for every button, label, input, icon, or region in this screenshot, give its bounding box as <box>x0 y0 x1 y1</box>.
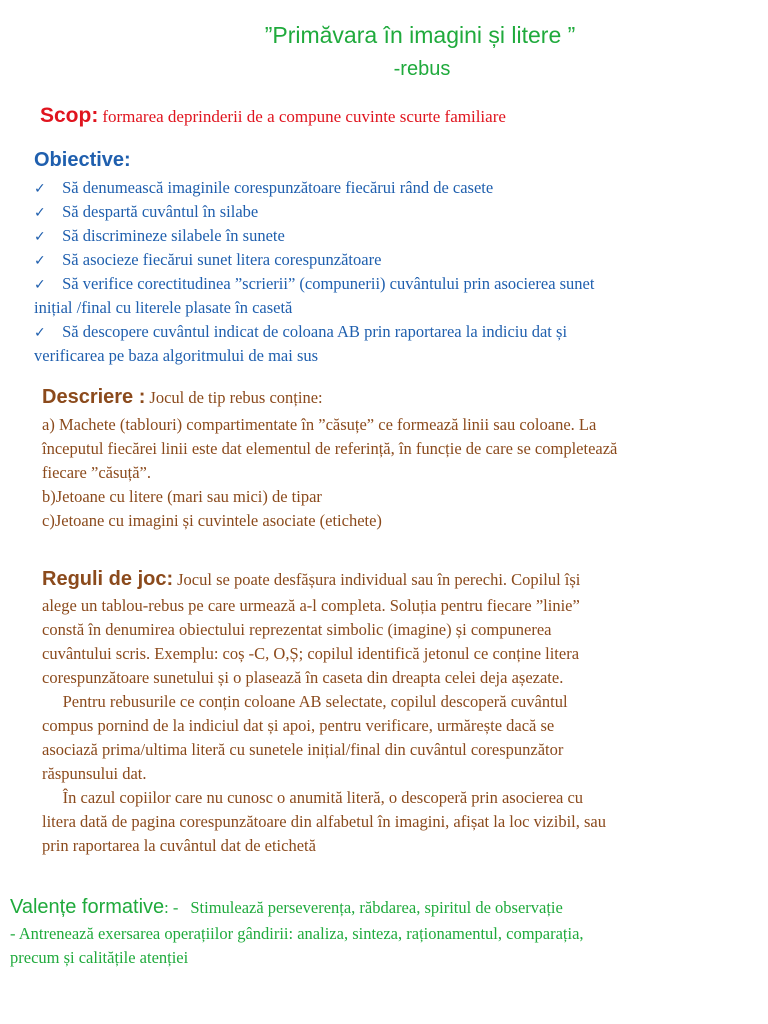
descriere-line: c)Jetoane cu imagini și cuvintele asociate (etichete) <box>42 511 382 530</box>
scop-heading: Scop <box>40 104 92 127</box>
reguli-line: răspunsului dat. <box>42 764 147 783</box>
descriere-line: fiecare ”căsuță”. <box>42 463 151 482</box>
descriere-heading-line <box>42 386 323 409</box>
checkmark-icon: ✓ <box>34 181 46 197</box>
objective-item: ✓ Să verifice corectitudinea ”scrierii” (compunerii) cuvântului prin asocierea sunet <box>34 274 595 293</box>
objective-item: ✓ Să discrimineze silabele în sunete <box>34 226 285 245</box>
scop-text: formarea deprinderii de a compune cuvinte scurte familiare <box>102 107 506 126</box>
reguli-line: Pentru rebusurile ce conțin coloane AB selectate, copilul descoperă cuvântul <box>42 692 568 711</box>
scop-section <box>40 104 506 128</box>
descriere-intro: Jocul de tip rebus conține: <box>149 388 323 407</box>
reguli-heading: Reguli de joc <box>42 568 167 590</box>
checkmark-icon: ✓ <box>34 277 46 293</box>
reguli-line: corespunzătoare sunetului și o plasează în caseta din dreapta celei deja așezate. <box>42 668 564 687</box>
reguli-line: asociază prima/ultima literă cu sunetele inițial/final din cuvântul corespunzător <box>42 740 564 759</box>
checkmark-icon: ✓ <box>34 253 46 269</box>
valente-first-line: Stimulează perseverența, răbdarea, spiritul de observație <box>190 898 563 917</box>
checkmark-icon: ✓ <box>34 229 46 245</box>
objective-item: ✓ Să descopere cuvântul indicat de coloana AB prin raportarea la indiciu dat și <box>34 322 568 341</box>
valente-heading: Valențe formative <box>10 896 165 918</box>
obiective-heading: Obiective: <box>34 149 131 171</box>
reguli-heading-line: Reguli de joc: Jocul se poate desfășura individual sau în perechi. Copilul își <box>42 568 581 590</box>
reguli-line: În cazul copiilor care nu cunosc o anumită literă, o descoperă prin asocierea cu <box>42 788 584 807</box>
reguli-first-line: Jocul se poate desfășura individual sau în perechi. Copilul își <box>177 570 581 589</box>
reguli-line: prin raportarea la cuvântul dat de etichetă <box>42 836 316 855</box>
descriere-line: începutul fiecărei linii este dat elementul de referință, în funcție de care se completează <box>42 439 618 458</box>
reguli-line: constă în denumirea obiectului reprezentat simbolic (imagine) și compunerea <box>42 620 552 639</box>
objective-item: ✓ Să denumească imaginile corespunzătoare fiecărui rând de casete <box>34 178 494 197</box>
descriere-line: a) Machete (tablouri) compartimentate în ”căsuțe” ce formează linii sau coloane. La <box>42 415 597 434</box>
checkmark-icon: ✓ <box>34 325 46 341</box>
objective-item: ✓ Să despartă cuvântul în silabe <box>34 202 259 221</box>
document-title: ”Primăvara în imagini și litere ” <box>264 22 576 48</box>
objective-item-continuation: inițial /final cu literele plasate în casetă <box>34 298 293 317</box>
reguli-line: alege un tablou-rebus pe care urmează a-l completa. Soluția pentru fiecare ”linie” <box>42 596 580 615</box>
descriere-heading: Descriere : <box>42 386 146 408</box>
valente-heading-line: Valențe formative: - Stimulează perseverența, răbdarea, spiritul de observație <box>10 896 563 918</box>
objective-item-continuation: verificarea pe baza algoritmului de mai sus <box>34 346 319 365</box>
valente-line: - Antrenează exersarea operațiilor gândirii: analiza, sinteza, raționamentul, comparația, <box>10 924 584 943</box>
valente-line: precum și calitățile atenției <box>10 948 189 967</box>
reguli-line: litera dată de pagina corespunzătoare din alfabetul în imagini, afișat la loc vizibil, sau <box>42 812 606 831</box>
objective-item: ✓ Să asocieze fiecărui sunet litera corespunzătoare <box>34 250 382 269</box>
reguli-line: compus pornind de la indiciul dat și apoi, pentru verificare, urmărește dacă se <box>42 716 555 735</box>
document-subtitle: -rebus <box>393 58 451 80</box>
descriere-line: b)Jetoane cu litere (mari sau mici) de tipar <box>42 487 322 506</box>
reguli-line: cuvântului scris. Exemplu: coș -C, O,Ș; copilul identifică jetonul ce conține litera <box>42 644 580 663</box>
scop-colon: : <box>91 104 99 127</box>
checkmark-icon: ✓ <box>34 205 46 221</box>
